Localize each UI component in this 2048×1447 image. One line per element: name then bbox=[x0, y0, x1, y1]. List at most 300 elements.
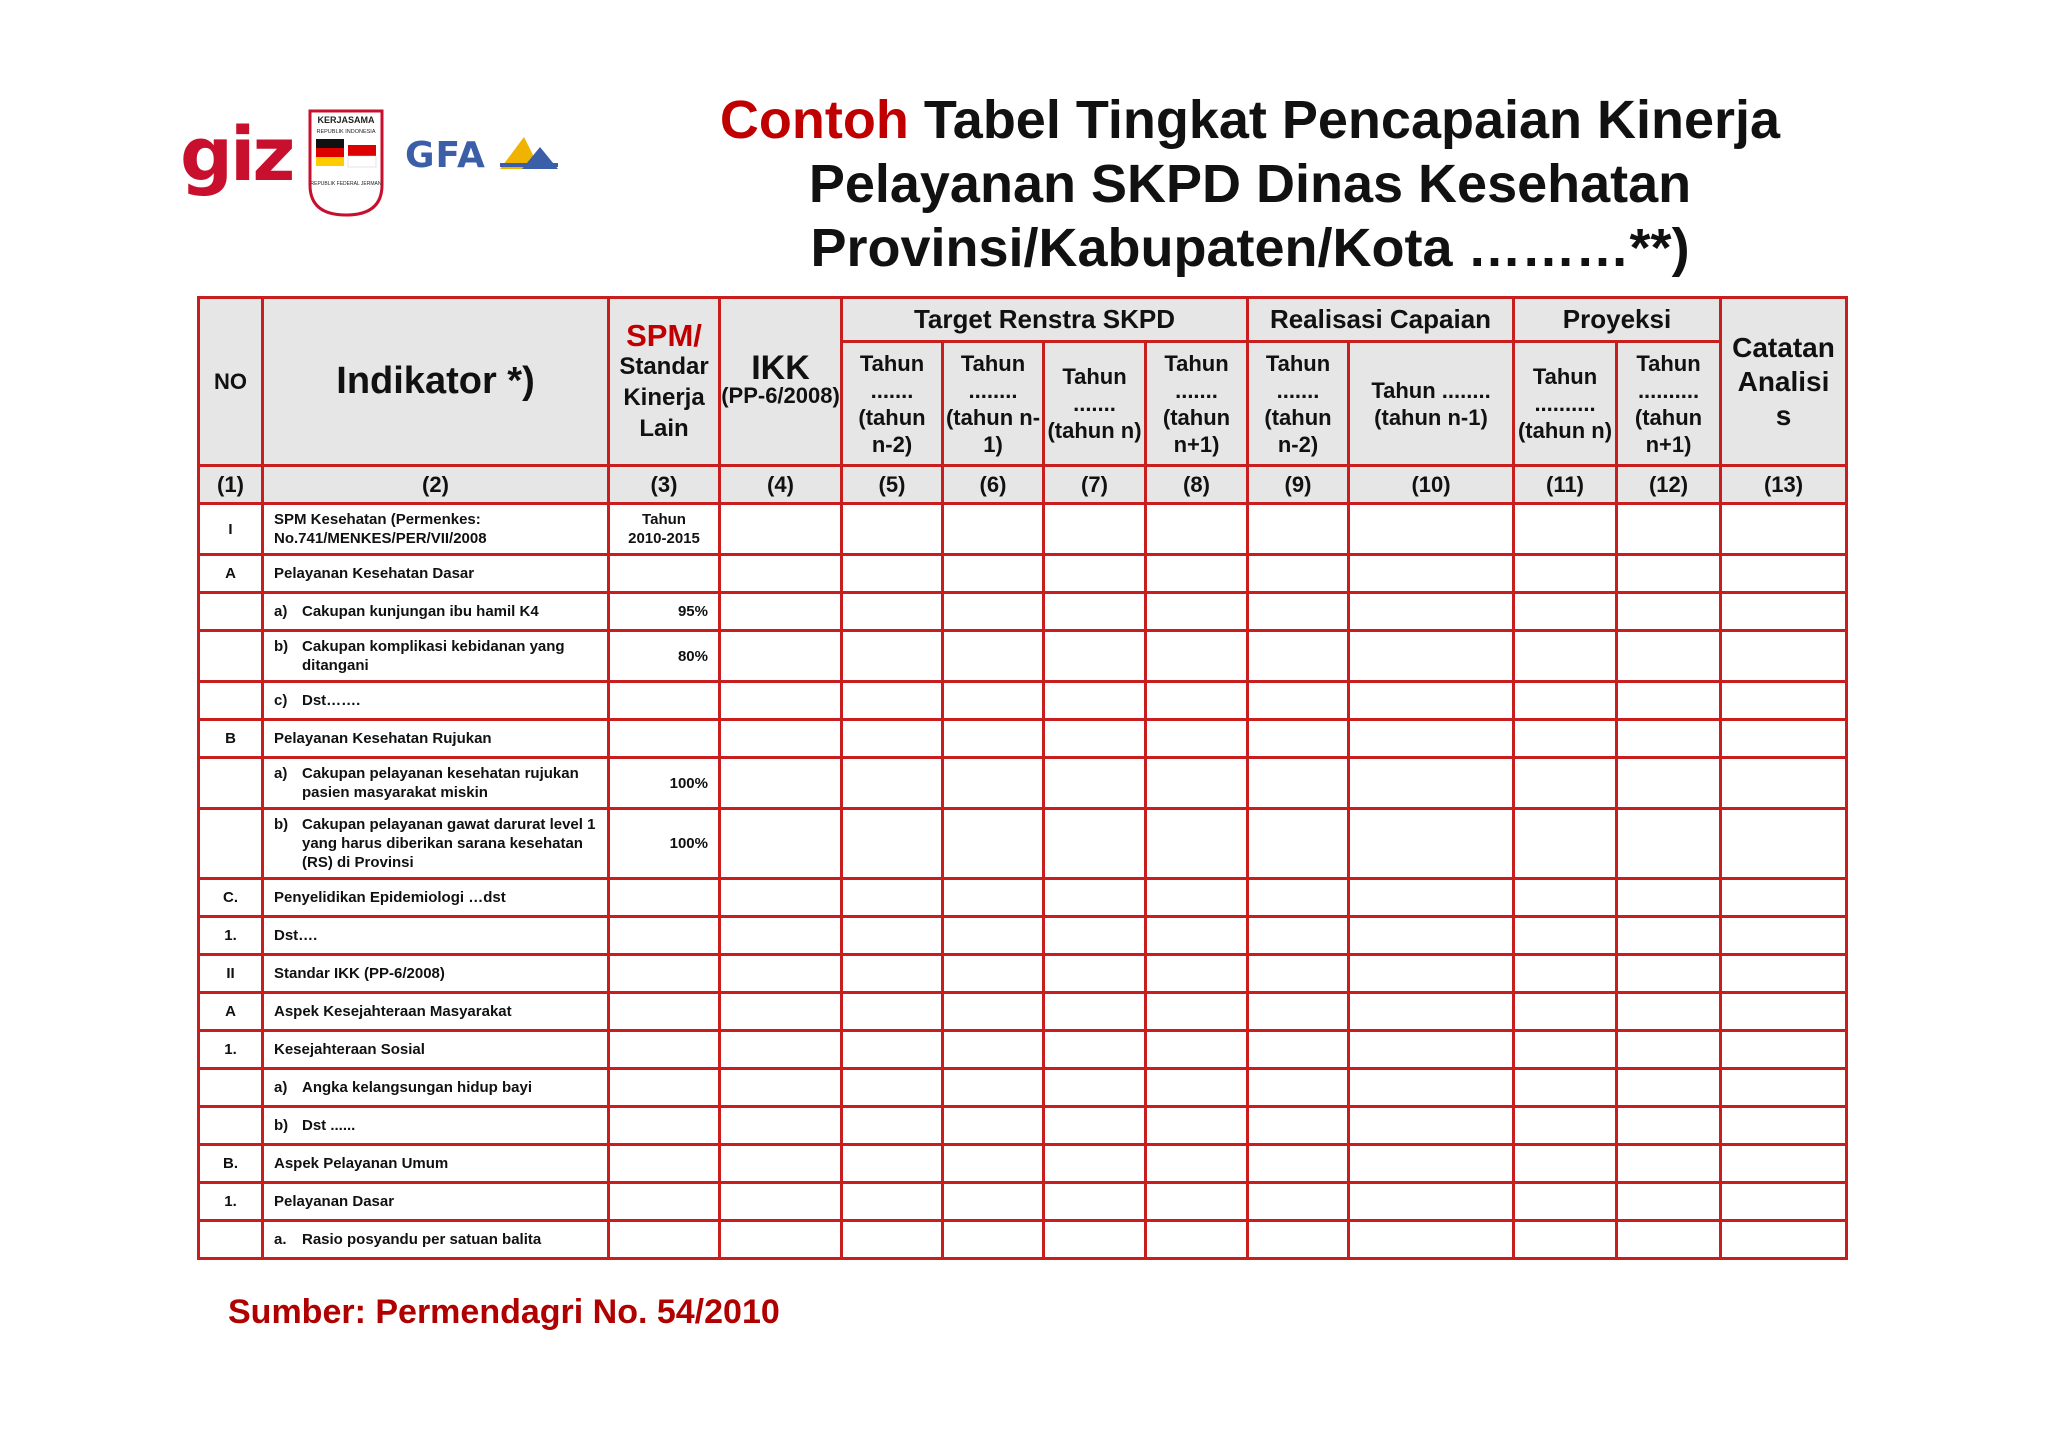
gfa-logo: GFA bbox=[405, 135, 486, 176]
empty-cell-col-11 bbox=[1514, 809, 1617, 879]
sub-item-marker: c) bbox=[274, 692, 288, 709]
empty-cell-col-5 bbox=[842, 879, 943, 917]
empty-cell-col-7 bbox=[1044, 955, 1146, 993]
empty-cell-col-4 bbox=[720, 879, 842, 917]
empty-cell-col-5 bbox=[842, 1107, 943, 1145]
table-row bbox=[199, 1107, 1847, 1145]
empty-cell-col-11 bbox=[1514, 879, 1617, 917]
empty-cell-col-13 bbox=[1721, 1069, 1847, 1107]
empty-cell-col-9 bbox=[1248, 1183, 1349, 1221]
empty-cell-col-9 bbox=[1248, 504, 1349, 555]
empty-cell-col-8 bbox=[1146, 1031, 1248, 1069]
empty-cell-col-7 bbox=[1044, 593, 1146, 631]
empty-cell-col-5 bbox=[842, 993, 943, 1031]
empty-cell-col-10 bbox=[1349, 758, 1514, 809]
empty-cell-col-11 bbox=[1514, 955, 1617, 993]
empty-cell-col-6 bbox=[943, 879, 1044, 917]
sub-item-marker: a) bbox=[274, 1079, 288, 1096]
empty-cell-col-9 bbox=[1248, 1221, 1349, 1259]
table-row bbox=[199, 720, 1847, 758]
table-row bbox=[199, 955, 1847, 993]
subheader-col-10: Tahun ........ (tahun n-1) bbox=[1349, 342, 1514, 466]
giz-logo: giz bbox=[180, 112, 293, 198]
spm-cell bbox=[609, 682, 720, 720]
empty-cell-col-9 bbox=[1248, 1069, 1349, 1107]
spm-cell bbox=[609, 720, 720, 758]
indikator-cell bbox=[263, 955, 609, 993]
indikator-cell bbox=[263, 1107, 609, 1145]
empty-cell-col-11 bbox=[1514, 682, 1617, 720]
column-number: (2) bbox=[263, 466, 609, 504]
empty-cell-col-12 bbox=[1617, 1221, 1721, 1259]
empty-cell-col-4 bbox=[720, 1221, 842, 1259]
table-row bbox=[199, 1031, 1847, 1069]
empty-cell-col-8 bbox=[1146, 1183, 1248, 1221]
empty-cell-col-13 bbox=[1721, 1107, 1847, 1145]
row-number bbox=[199, 758, 263, 809]
empty-cell-col-8 bbox=[1146, 1145, 1248, 1183]
empty-cell-col-8 bbox=[1146, 720, 1248, 758]
header-catatan-analisis: Catatan Analisi s bbox=[1721, 298, 1847, 466]
empty-cell-col-7 bbox=[1044, 631, 1146, 682]
empty-cell-col-4 bbox=[720, 955, 842, 993]
empty-cell-col-7 bbox=[1044, 879, 1146, 917]
empty-cell-col-11 bbox=[1514, 758, 1617, 809]
empty-cell-col-6 bbox=[943, 1145, 1044, 1183]
subheader-col-7: Tahun ....... (tahun n) bbox=[1044, 342, 1146, 466]
row-number bbox=[199, 1221, 263, 1259]
empty-cell-col-10 bbox=[1349, 1031, 1514, 1069]
empty-cell-col-12 bbox=[1617, 682, 1721, 720]
empty-cell-col-5 bbox=[842, 1183, 943, 1221]
column-number: (5) bbox=[842, 466, 943, 504]
subheader-col-11: Tahun .......... (tahun n) bbox=[1514, 342, 1617, 466]
table-row bbox=[199, 1221, 1847, 1259]
column-number: (11) bbox=[1514, 466, 1617, 504]
subheader-col-5: Tahun ....... (tahun n-2) bbox=[842, 342, 943, 466]
spm-cell bbox=[609, 1145, 720, 1183]
empty-cell-col-8 bbox=[1146, 955, 1248, 993]
header-realisasi-capaian: Realisasi Capaian bbox=[1248, 298, 1514, 342]
empty-cell-col-8 bbox=[1146, 993, 1248, 1031]
indikator-text: Cakupan kunjungan ibu hamil K4 bbox=[302, 603, 539, 620]
empty-cell-col-12 bbox=[1617, 555, 1721, 593]
column-number: (4) bbox=[720, 466, 842, 504]
indikator-cell bbox=[263, 1145, 609, 1183]
table-row bbox=[199, 1069, 1847, 1107]
empty-cell-col-9 bbox=[1248, 879, 1349, 917]
indikator-text: Pelayanan Kesehatan Rujukan bbox=[274, 730, 492, 747]
spm-cell bbox=[609, 1183, 720, 1221]
table-row bbox=[199, 631, 1847, 682]
empty-cell-col-9 bbox=[1248, 631, 1349, 682]
table-row bbox=[199, 555, 1847, 593]
empty-cell-col-4 bbox=[720, 504, 842, 555]
sub-item-marker: b) bbox=[274, 638, 289, 655]
spm-cell: 100% bbox=[609, 809, 720, 879]
empty-cell-col-6 bbox=[943, 993, 1044, 1031]
empty-cell-col-5 bbox=[842, 555, 943, 593]
empty-cell-col-5 bbox=[842, 682, 943, 720]
subheader-col-12: Tahun .......... (tahun n+1) bbox=[1617, 342, 1721, 466]
spm-cell: Tahun 2010-2015 bbox=[609, 504, 720, 555]
empty-cell-col-4 bbox=[720, 593, 842, 631]
table-row bbox=[199, 993, 1847, 1031]
header-spm: SPM/ Standar Kinerja Lain bbox=[609, 298, 720, 466]
empty-cell-col-5 bbox=[842, 1031, 943, 1069]
empty-cell-col-10 bbox=[1349, 631, 1514, 682]
empty-cell-col-10 bbox=[1349, 555, 1514, 593]
subheader-col-9: Tahun ....... (tahun n-2) bbox=[1248, 342, 1349, 466]
empty-cell-col-12 bbox=[1617, 879, 1721, 917]
empty-cell-col-13 bbox=[1721, 879, 1847, 917]
empty-cell-col-9 bbox=[1248, 720, 1349, 758]
indikator-text: SPM Kesehatan (Permenkes: No.741/MENKES/PER/VII/2008 bbox=[274, 511, 487, 547]
empty-cell-col-10 bbox=[1349, 720, 1514, 758]
empty-cell-col-10 bbox=[1349, 1183, 1514, 1221]
empty-cell-col-4 bbox=[720, 631, 842, 682]
indikator-text: Kesejahteraan Sosial bbox=[274, 1041, 425, 1058]
empty-cell-col-5 bbox=[842, 758, 943, 809]
empty-cell-col-8 bbox=[1146, 879, 1248, 917]
empty-cell-col-9 bbox=[1248, 809, 1349, 879]
row-number: I bbox=[199, 504, 263, 555]
table-row bbox=[199, 917, 1847, 955]
empty-cell-col-4 bbox=[720, 1069, 842, 1107]
empty-cell-col-10 bbox=[1349, 593, 1514, 631]
indikator-cell bbox=[263, 720, 609, 758]
table-row bbox=[199, 1183, 1847, 1221]
empty-cell-col-5 bbox=[842, 917, 943, 955]
table-row bbox=[199, 682, 1847, 720]
column-number: (12) bbox=[1617, 466, 1721, 504]
indikator-cell bbox=[263, 993, 609, 1031]
row-number: II bbox=[199, 955, 263, 993]
empty-cell-col-7 bbox=[1044, 720, 1146, 758]
indikator-text: Dst…. bbox=[274, 927, 318, 944]
empty-cell-col-13 bbox=[1721, 720, 1847, 758]
empty-cell-col-13 bbox=[1721, 955, 1847, 993]
empty-cell-col-4 bbox=[720, 758, 842, 809]
empty-cell-col-11 bbox=[1514, 1183, 1617, 1221]
empty-cell-col-7 bbox=[1044, 1221, 1146, 1259]
seal-text-kerjasama: KERJASAMA bbox=[317, 115, 375, 125]
seal-text-jerman: REPUBLIK FEDERAL JERMAN bbox=[310, 181, 382, 187]
empty-cell-col-11 bbox=[1514, 1107, 1617, 1145]
empty-cell-col-13 bbox=[1721, 593, 1847, 631]
empty-cell-col-8 bbox=[1146, 1069, 1248, 1107]
header-indikator: Indikator *) bbox=[263, 298, 609, 466]
empty-cell-col-5 bbox=[842, 504, 943, 555]
empty-cell-col-6 bbox=[943, 720, 1044, 758]
header-no: NO bbox=[199, 298, 263, 466]
indikator-cell bbox=[263, 1183, 609, 1221]
spm-cell bbox=[609, 555, 720, 593]
empty-cell-col-11 bbox=[1514, 593, 1617, 631]
empty-cell-col-7 bbox=[1044, 758, 1146, 809]
empty-cell-col-5 bbox=[842, 1145, 943, 1183]
title-accent: Contoh bbox=[719, 90, 909, 150]
empty-cell-col-11 bbox=[1514, 1221, 1617, 1259]
indikator-cell bbox=[263, 1031, 609, 1069]
indikator-text: Penyelidikan Epidemiologi …dst bbox=[274, 889, 506, 906]
seal-text-ri: REPUBLIK INDONESIA bbox=[316, 129, 376, 135]
empty-cell-col-5 bbox=[842, 631, 943, 682]
empty-cell-col-6 bbox=[943, 809, 1044, 879]
empty-cell-col-12 bbox=[1617, 504, 1721, 555]
empty-cell-col-5 bbox=[842, 809, 943, 879]
empty-cell-col-12 bbox=[1617, 993, 1721, 1031]
empty-cell-col-6 bbox=[943, 555, 1044, 593]
indikator-text: Cakupan pelayanan gawat darurat level 1 yang harus diberikan sarana kesehatan (RS) di Provinsi bbox=[302, 816, 596, 871]
indikator-cell bbox=[263, 504, 609, 555]
empty-cell-col-8 bbox=[1146, 593, 1248, 631]
empty-cell-col-11 bbox=[1514, 1031, 1617, 1069]
empty-cell-col-12 bbox=[1617, 809, 1721, 879]
indikator-text: Cakupan komplikasi kebidanan yang ditangani bbox=[302, 638, 565, 674]
empty-cell-col-7 bbox=[1044, 917, 1146, 955]
empty-cell-col-13 bbox=[1721, 1145, 1847, 1183]
empty-cell-col-6 bbox=[943, 1107, 1044, 1145]
empty-cell-col-13 bbox=[1721, 1221, 1847, 1259]
empty-cell-col-9 bbox=[1248, 555, 1349, 593]
empty-cell-col-4 bbox=[720, 1183, 842, 1221]
sub-item-marker: b) bbox=[274, 1117, 289, 1134]
empty-cell-col-13 bbox=[1721, 993, 1847, 1031]
empty-cell-col-12 bbox=[1617, 1145, 1721, 1183]
empty-cell-col-6 bbox=[943, 682, 1044, 720]
empty-cell-col-12 bbox=[1617, 720, 1721, 758]
empty-cell-col-6 bbox=[943, 1069, 1044, 1107]
empty-cell-col-10 bbox=[1349, 879, 1514, 917]
row-number: 1. bbox=[199, 1183, 263, 1221]
empty-cell-col-4 bbox=[720, 720, 842, 758]
column-number: (9) bbox=[1248, 466, 1349, 504]
indikator-cell bbox=[263, 631, 609, 682]
empty-cell-col-5 bbox=[842, 1069, 943, 1107]
row-number bbox=[199, 1069, 263, 1107]
indikator-text: Aspek Kesejahteraan Masyarakat bbox=[274, 1003, 512, 1020]
empty-cell-col-8 bbox=[1146, 809, 1248, 879]
title-line3: Provinsi/Kabupaten/Kota ………**) bbox=[810, 218, 1690, 278]
subheader-col-8: Tahun ....... (tahun n+1) bbox=[1146, 342, 1248, 466]
empty-cell-col-4 bbox=[720, 1107, 842, 1145]
empty-cell-col-4 bbox=[720, 682, 842, 720]
empty-cell-col-11 bbox=[1514, 631, 1617, 682]
row-number bbox=[199, 1107, 263, 1145]
empty-cell-col-7 bbox=[1044, 1107, 1146, 1145]
row-number: 1. bbox=[199, 1031, 263, 1069]
empty-cell-col-6 bbox=[943, 955, 1044, 993]
empty-cell-col-5 bbox=[842, 720, 943, 758]
empty-cell-col-8 bbox=[1146, 758, 1248, 809]
column-number: (10) bbox=[1349, 466, 1514, 504]
column-number: (8) bbox=[1146, 466, 1248, 504]
indikator-cell bbox=[263, 555, 609, 593]
gfa-triangle-icon bbox=[496, 133, 562, 173]
spm-cell bbox=[609, 955, 720, 993]
indikator-cell bbox=[263, 1221, 609, 1259]
empty-cell-col-12 bbox=[1617, 631, 1721, 682]
empty-cell-col-13 bbox=[1721, 917, 1847, 955]
indikator-cell bbox=[263, 682, 609, 720]
empty-cell-col-11 bbox=[1514, 555, 1617, 593]
empty-cell-col-7 bbox=[1044, 555, 1146, 593]
table-row bbox=[199, 809, 1847, 879]
sub-item-marker: a) bbox=[274, 765, 288, 782]
empty-cell-col-11 bbox=[1514, 720, 1617, 758]
empty-cell-col-13 bbox=[1721, 504, 1847, 555]
empty-cell-col-8 bbox=[1146, 1107, 1248, 1145]
empty-cell-col-13 bbox=[1721, 1183, 1847, 1221]
empty-cell-col-11 bbox=[1514, 1145, 1617, 1183]
empty-cell-col-10 bbox=[1349, 1145, 1514, 1183]
indikator-cell bbox=[263, 758, 609, 809]
empty-cell-col-13 bbox=[1721, 555, 1847, 593]
indikator-text: Standar IKK (PP-6/2008) bbox=[274, 965, 445, 982]
row-number bbox=[199, 631, 263, 682]
spm-cell bbox=[609, 993, 720, 1031]
header-target-renstra: Target Renstra SKPD bbox=[842, 298, 1248, 342]
spm-cell bbox=[609, 1069, 720, 1107]
empty-cell-col-4 bbox=[720, 1145, 842, 1183]
empty-cell-col-9 bbox=[1248, 682, 1349, 720]
empty-cell-col-4 bbox=[720, 917, 842, 955]
indikator-text: Cakupan pelayanan kesehatan rujukan pasien masyarakat miskin bbox=[302, 765, 579, 801]
empty-cell-col-9 bbox=[1248, 917, 1349, 955]
empty-cell-col-7 bbox=[1044, 682, 1146, 720]
empty-cell-col-5 bbox=[842, 593, 943, 631]
spm-cell bbox=[609, 1107, 720, 1145]
sub-item-marker: a) bbox=[274, 603, 288, 620]
column-number: (7) bbox=[1044, 466, 1146, 504]
empty-cell-col-13 bbox=[1721, 631, 1847, 682]
empty-cell-col-9 bbox=[1248, 993, 1349, 1031]
empty-cell-col-12 bbox=[1617, 593, 1721, 631]
indikator-text: Aspek Pelayanan Umum bbox=[274, 1155, 449, 1172]
empty-cell-col-10 bbox=[1349, 1221, 1514, 1259]
header-proyeksi: Proyeksi bbox=[1514, 298, 1721, 342]
spm-cell: 80% bbox=[609, 631, 720, 682]
empty-cell-col-9 bbox=[1248, 1145, 1349, 1183]
empty-cell-col-12 bbox=[1617, 1069, 1721, 1107]
empty-cell-col-6 bbox=[943, 1031, 1044, 1069]
column-number: (6) bbox=[943, 466, 1044, 504]
spm-cell: 95% bbox=[609, 593, 720, 631]
empty-cell-col-10 bbox=[1349, 917, 1514, 955]
empty-cell-col-7 bbox=[1044, 1145, 1146, 1183]
row-number: B bbox=[199, 720, 263, 758]
row-number bbox=[199, 809, 263, 879]
empty-cell-col-12 bbox=[1617, 1107, 1721, 1145]
table-row bbox=[199, 593, 1847, 631]
empty-cell-col-8 bbox=[1146, 631, 1248, 682]
empty-cell-col-13 bbox=[1721, 809, 1847, 879]
source-note: Sumber: Permendagri No. 54/2010 bbox=[228, 1293, 780, 1331]
empty-cell-col-5 bbox=[842, 1221, 943, 1259]
row-number: A bbox=[199, 555, 263, 593]
empty-cell-col-13 bbox=[1721, 758, 1847, 809]
header-ikk: IKK (PP-6/2008) bbox=[720, 298, 842, 466]
empty-cell-col-4 bbox=[720, 993, 842, 1031]
table-row bbox=[199, 758, 1847, 809]
empty-cell-col-6 bbox=[943, 917, 1044, 955]
indikator-text: Angka kelangsungan hidup bayi bbox=[302, 1079, 533, 1096]
empty-cell-col-11 bbox=[1514, 917, 1617, 955]
empty-cell-col-7 bbox=[1044, 1069, 1146, 1107]
empty-cell-col-13 bbox=[1721, 1031, 1847, 1069]
row-number: A bbox=[199, 993, 263, 1031]
indikator-cell bbox=[263, 879, 609, 917]
empty-cell-col-10 bbox=[1349, 1107, 1514, 1145]
table-row bbox=[199, 1145, 1847, 1183]
empty-cell-col-9 bbox=[1248, 955, 1349, 993]
empty-cell-col-8 bbox=[1146, 555, 1248, 593]
subheader-col-6: Tahun ........ (tahun n- 1) bbox=[943, 342, 1044, 466]
title-line1: Tabel Tingkat Pencapaian Kinerja bbox=[908, 90, 1781, 150]
empty-cell-col-7 bbox=[1044, 504, 1146, 555]
empty-cell-col-10 bbox=[1349, 682, 1514, 720]
empty-cell-col-4 bbox=[720, 1031, 842, 1069]
empty-cell-col-7 bbox=[1044, 809, 1146, 879]
empty-cell-col-8 bbox=[1146, 504, 1248, 555]
empty-cell-col-11 bbox=[1514, 993, 1617, 1031]
indikator-text: Dst……. bbox=[302, 692, 361, 709]
empty-cell-col-12 bbox=[1617, 1031, 1721, 1069]
empty-cell-col-11 bbox=[1514, 504, 1617, 555]
spm-cell bbox=[609, 1221, 720, 1259]
column-number: (3) bbox=[609, 466, 720, 504]
empty-cell-col-9 bbox=[1248, 1031, 1349, 1069]
empty-cell-col-7 bbox=[1044, 1183, 1146, 1221]
page-title bbox=[700, 88, 1800, 280]
row-number: C. bbox=[199, 879, 263, 917]
empty-cell-col-9 bbox=[1248, 593, 1349, 631]
empty-cell-col-4 bbox=[720, 809, 842, 879]
spm-cell: 100% bbox=[609, 758, 720, 809]
empty-cell-col-6 bbox=[943, 631, 1044, 682]
empty-cell-col-11 bbox=[1514, 1069, 1617, 1107]
empty-cell-col-10 bbox=[1349, 809, 1514, 879]
empty-cell-col-9 bbox=[1248, 758, 1349, 809]
column-number: (13) bbox=[1721, 466, 1847, 504]
empty-cell-col-8 bbox=[1146, 1221, 1248, 1259]
column-number: (1) bbox=[199, 466, 263, 504]
empty-cell-col-13 bbox=[1721, 682, 1847, 720]
empty-cell-col-10 bbox=[1349, 504, 1514, 555]
empty-cell-col-6 bbox=[943, 1183, 1044, 1221]
kerjasama-seal-logo bbox=[306, 107, 386, 219]
indikator-text: Pelayanan Dasar bbox=[274, 1193, 395, 1210]
table-row bbox=[199, 504, 1847, 555]
spm-cell bbox=[609, 917, 720, 955]
indikator-cell bbox=[263, 1069, 609, 1107]
empty-cell-col-10 bbox=[1349, 993, 1514, 1031]
empty-cell-col-12 bbox=[1617, 758, 1721, 809]
empty-cell-col-10 bbox=[1349, 955, 1514, 993]
row-number: B. bbox=[199, 1145, 263, 1183]
indikator-text: Pelayanan Kesehatan Dasar bbox=[274, 565, 475, 582]
indikator-text: Rasio posyandu per satuan balita bbox=[302, 1231, 542, 1248]
empty-cell-col-12 bbox=[1617, 1183, 1721, 1221]
spm-cell bbox=[609, 1031, 720, 1069]
empty-cell-col-10 bbox=[1349, 1069, 1514, 1107]
empty-cell-col-8 bbox=[1146, 682, 1248, 720]
empty-cell-col-12 bbox=[1617, 955, 1721, 993]
indikator-cell bbox=[263, 917, 609, 955]
table-row bbox=[199, 879, 1847, 917]
empty-cell-col-6 bbox=[943, 504, 1044, 555]
